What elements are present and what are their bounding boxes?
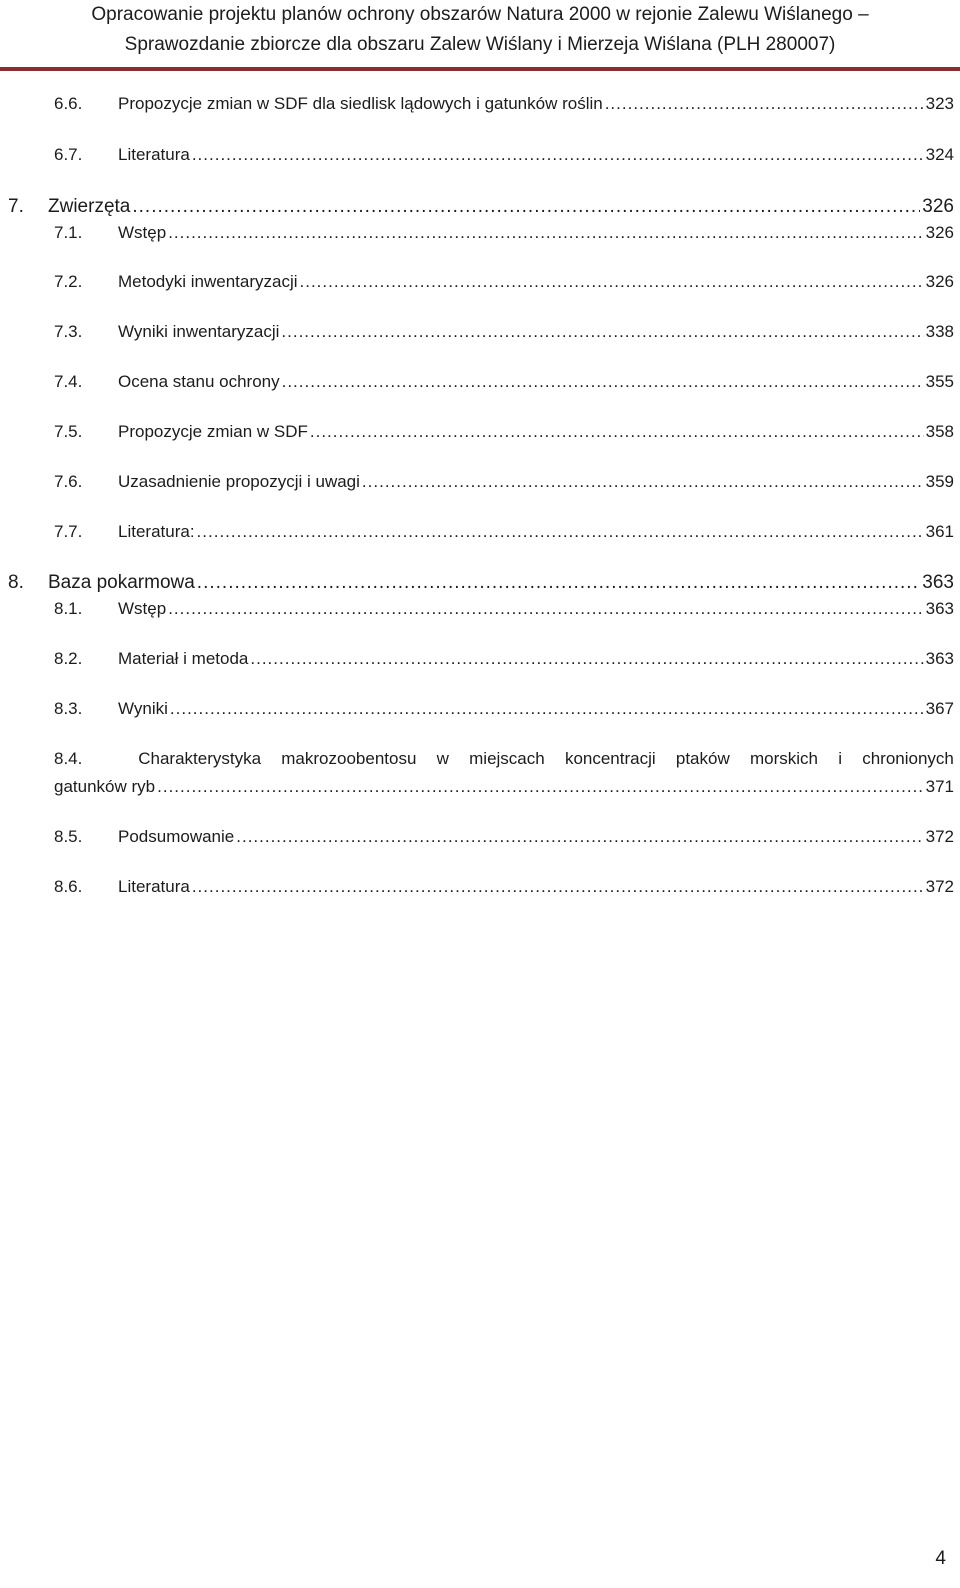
- toc-entry-number: 7.2.: [54, 272, 83, 291]
- toc-word: i: [838, 749, 842, 768]
- toc-entry-number: 8.5.: [54, 827, 83, 846]
- toc-dot-leader: [170, 699, 924, 719]
- toc-entry-7[interactable]: [8, 196, 954, 222]
- toc-dot-leader: [157, 777, 924, 797]
- toc-entry-number: 8.6.: [54, 877, 83, 896]
- toc-dot-leader: [168, 223, 923, 243]
- toc-entry-number: 7.6.: [54, 472, 83, 491]
- toc-entry-7-5[interactable]: [8, 422, 954, 448]
- toc-entry-7-2[interactable]: [8, 272, 954, 298]
- toc-entry-8-6[interactable]: [8, 877, 954, 903]
- toc-entry-8-1[interactable]: [8, 599, 954, 625]
- toc-dot-leader: [168, 599, 923, 619]
- toc-entry-title: Propozycje zmian w SDF: [118, 422, 308, 441]
- toc-entry-title: Wstęp: [118, 599, 167, 618]
- toc-word: w: [436, 749, 449, 768]
- toc-entry-number: 7.5.: [54, 422, 83, 441]
- toc-entry-8-3[interactable]: [8, 699, 954, 725]
- toc-entry-page: 372: [925, 877, 954, 896]
- toc-entry-title: Ocena stanu ochrony: [118, 372, 280, 391]
- toc-entry-page: 338: [925, 322, 954, 341]
- toc-entry-number: 7.1.: [54, 223, 83, 242]
- toc-entry-title: Baza pokarmowa: [48, 572, 195, 593]
- toc-entry-title: Wyniki inwentaryzacji: [118, 322, 280, 341]
- toc-dot-leader: [300, 272, 924, 292]
- toc-entry-title: Propozycje zmian w SDF dla siedlisk lądowych i gatunków roślin: [118, 94, 603, 113]
- toc-entry-number: 7.7.: [54, 522, 83, 541]
- toc-entry-first-line: [54, 749, 954, 775]
- toc-entry-page: 363: [925, 649, 954, 668]
- toc-dot-leader: [192, 145, 924, 165]
- toc-word: ptaków: [675, 749, 730, 768]
- toc-entry-number: 8.: [8, 572, 24, 593]
- toc-entry-number: 8.2.: [54, 649, 83, 668]
- toc-entry-page: 367: [925, 699, 954, 718]
- toc-entry-page: 359: [925, 472, 954, 491]
- toc-entry-title: Podsumowanie: [118, 827, 235, 846]
- toc-entry-page: 323: [925, 94, 954, 113]
- page-number: 4: [935, 1548, 946, 1569]
- toc-entry-7-1[interactable]: [8, 223, 954, 249]
- toc-entry-page: 326: [922, 196, 954, 217]
- toc-dot-leader: [236, 827, 923, 847]
- toc-entry-7-7[interactable]: [8, 522, 954, 548]
- toc-word: makrozoobentosu: [281, 749, 417, 768]
- toc-entry-8-4[interactable]: [54, 749, 954, 775]
- toc-entry-8-2[interactable]: [8, 649, 954, 675]
- toc-entry-number: 7.3.: [54, 322, 83, 341]
- toc-entry-title: Uzasadnienie propozycji i uwagi: [118, 472, 360, 491]
- toc-dot-leader: [310, 422, 924, 442]
- toc-entry-page: 363: [922, 572, 954, 593]
- header-title-line-1: Opracowanie projektu planów ochrony obszarów Natura 2000 w rejonie Zalewu Wiślanego –: [91, 4, 869, 25]
- toc-entry-page: 358: [925, 422, 954, 441]
- toc-entry-number: 6.7.: [54, 145, 83, 164]
- toc-entry-title: Literatura: [118, 145, 190, 164]
- toc-entry-number: 8.4.: [54, 749, 83, 768]
- toc-dot-leader: [132, 196, 920, 218]
- toc-entry-page: 324: [925, 145, 954, 164]
- toc-entry-7-3[interactable]: [8, 322, 954, 348]
- toc-entry-8-5[interactable]: [8, 827, 954, 853]
- toc-entry-title: Literatura:: [118, 522, 195, 541]
- toc-entry-title: Zwierzęta: [48, 196, 131, 217]
- toc-entry-page: 326: [925, 272, 954, 291]
- toc-entry-8[interactable]: [8, 572, 954, 598]
- toc-entry-title: gatunków ryb: [54, 777, 156, 796]
- toc-word: koncentracji: [564, 749, 656, 768]
- toc-word: chronionych: [862, 749, 954, 768]
- toc-entry-number: 8.3.: [54, 699, 83, 718]
- toc-entry-number: 7.: [8, 196, 24, 217]
- toc-entry-6-6[interactable]: [8, 94, 954, 120]
- toc-word: Charakterystyka: [138, 749, 262, 768]
- toc-entry-page: 326: [925, 223, 954, 242]
- toc-entry-title: Literatura: [118, 877, 190, 896]
- toc-dot-leader: [605, 94, 924, 114]
- toc-entry-number: 7.4.: [54, 372, 83, 391]
- toc-entry-7-4[interactable]: [8, 372, 954, 398]
- toc-entry-page: 372: [925, 827, 954, 846]
- toc-entry-page: 355: [925, 372, 954, 391]
- toc-dot-leader: [362, 472, 924, 492]
- toc-entry-number: 6.6.: [54, 94, 83, 113]
- toc-dot-leader: [282, 372, 924, 392]
- toc-entry-title: Metodyki inwentaryzacji: [118, 272, 298, 291]
- toc-dot-leader: [197, 522, 924, 542]
- header-title-line-2: Sprawozdanie zbiorcze dla obszaru Zalew Wiślany i Mierzeja Wiślana (PLH 280007): [124, 34, 836, 55]
- toc-entry-page: 361: [925, 522, 954, 541]
- toc-word: miejscach: [469, 749, 545, 768]
- toc-entry-title: Wyniki: [118, 699, 168, 718]
- toc-dot-leader: [281, 322, 923, 342]
- toc-entry-8-4-continuation[interactable]: [8, 777, 954, 803]
- toc-entry-page: 363: [925, 599, 954, 618]
- toc-entry-title: Materiał i metoda: [118, 649, 249, 668]
- toc-dot-leader: [192, 877, 924, 897]
- toc-entry-7-6[interactable]: [8, 472, 954, 498]
- toc-dot-leader: [250, 649, 923, 669]
- toc-word: morskich: [749, 749, 818, 768]
- toc-entry-6-7[interactable]: [8, 145, 954, 171]
- toc-entry-title: Wstęp: [118, 223, 167, 242]
- toc-entry-number: 8.1.: [54, 599, 83, 618]
- toc-entry-page: 371: [925, 777, 954, 796]
- toc-dot-leader: [197, 572, 921, 594]
